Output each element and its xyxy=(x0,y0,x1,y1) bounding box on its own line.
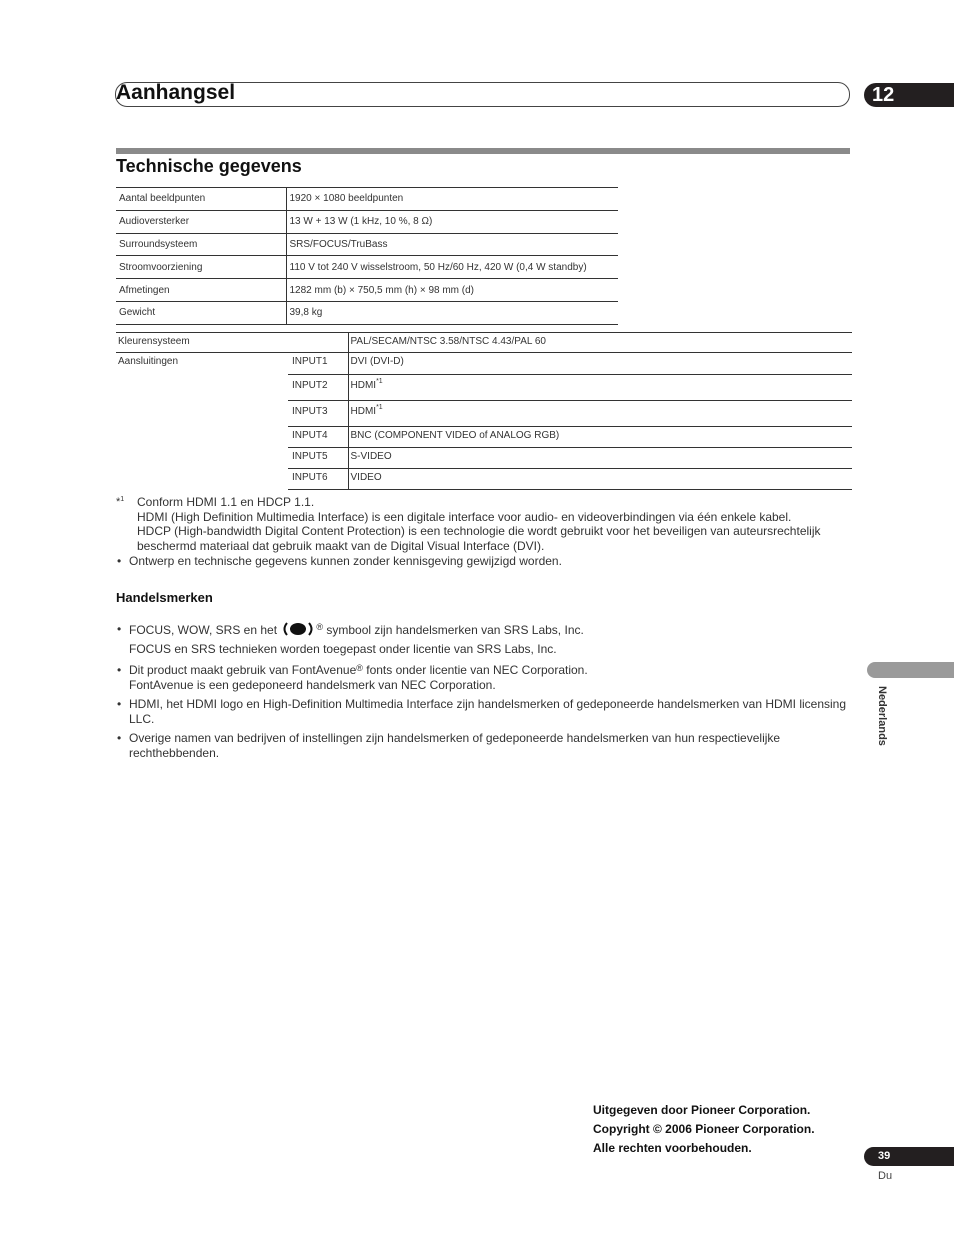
footnote-line: Conform HDMI 1.1 en HDCP 1.1. xyxy=(137,495,315,509)
page-number-badge: 39 xyxy=(864,1147,954,1166)
spec-label: Aansluitingen xyxy=(116,353,288,490)
input-name: INPUT5 xyxy=(288,448,348,469)
trademark-text: symbool zijn handelsmerken van SRS Labs, Inc. xyxy=(326,623,584,638)
chapter-title: Aanhangsel xyxy=(116,81,236,104)
registered-mark: ® xyxy=(316,622,324,632)
footnote xyxy=(116,495,856,553)
trademark-text: FontAvenue is een gedeponeerd handelsmerk van NEC Corporation. xyxy=(129,678,496,692)
input-name: INPUT6 xyxy=(288,469,348,490)
trademark-text: FOCUS, WOW, SRS en het xyxy=(129,623,278,638)
table-row xyxy=(116,188,618,211)
input-value: S-VIDEO xyxy=(348,448,852,469)
publisher-line: Alle rechten voorbehouden. xyxy=(593,1141,752,1155)
spec-label: Gewicht xyxy=(116,301,286,324)
publisher-line: Uitgegeven door Pioneer Corporation. xyxy=(593,1103,811,1117)
input-value: VIDEO xyxy=(348,469,852,490)
trademark-text: Overige namen van bedrijven of instellingen zijn handelsmerken of gedeponeerde handelsmerken van hun respectievelijke rechthebbenden. xyxy=(129,731,781,760)
list-item xyxy=(116,663,856,693)
list-item xyxy=(116,731,856,761)
table-row xyxy=(116,353,852,375)
footnote-mark: *$^1$ xyxy=(116,496,125,508)
bullet-point: • xyxy=(117,663,122,677)
spec-value: SRS/FOCUS/TruBass xyxy=(286,233,618,256)
footnote-line: HDMI (High Definition Multimedia Interface) is een digitale interface voor audio- en videoverbindingen via één enkele kabel. xyxy=(137,509,792,524)
spec-value: 1282 mm (b) × 750,5 mm (h) × 98 mm (d) xyxy=(286,279,618,302)
spec-value: 13 W + 13 W (1 kHz, 10 %, 8 Ω) xyxy=(286,210,618,233)
spec-label: Afmetingen xyxy=(116,279,286,302)
table-row xyxy=(116,301,618,324)
section-title: Technische gegevens xyxy=(116,156,302,176)
trademarks-heading: Handelsmerken xyxy=(116,590,213,605)
spec-label: Audioversterker xyxy=(116,210,286,233)
list-item xyxy=(116,622,856,657)
chapter-number-badge: 12 xyxy=(864,83,954,107)
spec-label: Kleurensysteem xyxy=(116,333,288,353)
spec-label: Stroomvoorziening xyxy=(116,256,286,279)
footnote-ref: *1 xyxy=(376,404,383,411)
trademark-text: HDMI, het HDMI logo en High-Definition Multimedia Interface zijn handelsmerken of gedeponeerde handelsmerken van HDMI licensing LLC. xyxy=(129,697,847,726)
table-row xyxy=(116,256,618,279)
section-rule xyxy=(116,148,850,154)
spec-label: Surroundsysteem xyxy=(116,233,286,256)
input-name: INPUT2 xyxy=(288,375,348,401)
table-row xyxy=(116,279,618,302)
registered-mark: ® xyxy=(356,663,363,673)
trademark-text: fonts onder licentie van NEC Corporation. xyxy=(366,663,588,677)
srs-logo-icon xyxy=(282,622,314,640)
spec-value: PAL/SECAM/NTSC 3.58/NTSC 4.43/PAL 60 xyxy=(348,333,852,353)
footnote-ref: *1 xyxy=(376,378,383,385)
input-name: INPUT4 xyxy=(288,427,348,448)
list-item xyxy=(116,554,856,569)
publisher-line: Copyright © 2006 Pioneer Corporation. xyxy=(593,1122,815,1136)
input-name: INPUT3 xyxy=(288,401,348,427)
list-item xyxy=(116,697,856,727)
table-row xyxy=(116,333,852,353)
table-row xyxy=(116,233,618,256)
trademark-text: FOCUS en SRS technieken worden toegepast onder licentie van SRS Labs, Inc. xyxy=(129,642,557,656)
input-name: INPUT1 xyxy=(288,353,348,375)
language-code: Du xyxy=(878,1170,893,1182)
footnote-line: HDCP (High-bandwidth Digital Content Protection) is een technologie die wordt gebruikt voor het beveiligen van auteursrechtelijk beschermd materiaal dat gebruik maakt van de Digital Visual Interface (DVI). xyxy=(137,524,821,553)
input-value: DVI (DVI-D) xyxy=(348,353,852,375)
input-value: HDMI$^{*1}$ xyxy=(348,375,852,401)
language-side-label: Nederlands xyxy=(876,686,888,746)
bullet-point: • xyxy=(117,731,122,745)
spec-label: Aantal beeldpunten xyxy=(116,188,286,211)
spec-value: 1920 × 1080 beeldpunten xyxy=(286,188,618,211)
spec-value: 110 V tot 240 V wisselstroom, 50 Hz/60 Hz, 420 W (0,4 W standby) xyxy=(286,256,618,279)
spec-table-general xyxy=(116,187,618,325)
bullet-point: • xyxy=(117,697,122,711)
spec-value: 39,8 kg xyxy=(286,301,618,324)
bullet-point: • xyxy=(117,554,122,568)
publisher-block xyxy=(593,1101,815,1158)
bullet-point: • xyxy=(117,622,122,636)
footnotes xyxy=(116,495,856,569)
input-value: HDMI$^{*1}$ xyxy=(348,401,852,427)
language-side-tab xyxy=(867,662,954,678)
spec-sub-label xyxy=(288,333,348,353)
spec-table-connections xyxy=(116,332,852,490)
notice-text: Ontwerp en technische gegevens kunnen zonder kennisgeving gewijzigd worden. xyxy=(129,554,562,568)
table-row xyxy=(116,210,618,233)
trademark-text: Dit product maakt gebruik van FontAvenue xyxy=(129,663,357,677)
input-value: BNC (COMPONENT VIDEO of ANALOG RGB) xyxy=(348,427,852,448)
